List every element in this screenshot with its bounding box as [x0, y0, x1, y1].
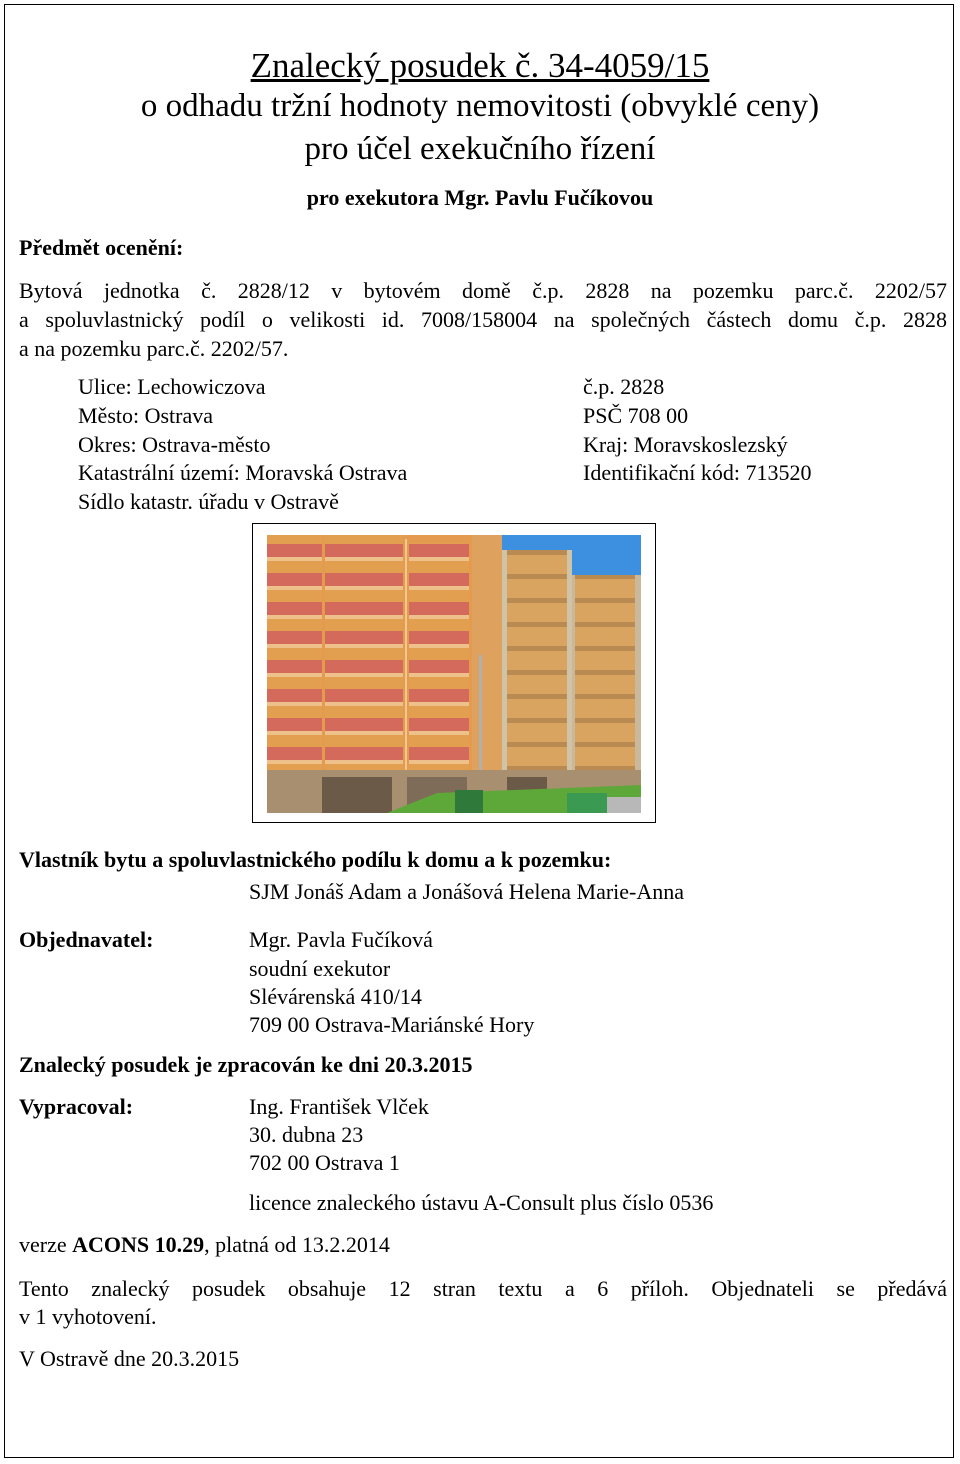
- subject-line-2: a spoluvlastnický podíl o velikosti id. 7008/158004 na společných částech domu č.p. 2828: [19, 307, 947, 332]
- zip-field: PSČ 708 00: [583, 403, 689, 428]
- place-and-date: V Ostravě dne 20.3.2015: [19, 1346, 240, 1371]
- date-statement: Znalecký posudek je zpracován ke dni 20.3.2015: [19, 1052, 473, 1077]
- subject-line-1: Bytová jednotka č. 2828/12 v bytovém domě č.p. 2828 na pozemku parc.č. 2202/57: [19, 278, 947, 303]
- street-field: Ulice: Lechowiczova: [78, 374, 266, 399]
- license-line: licence znaleckého ústavu A-Consult plus číslo 0536: [249, 1190, 714, 1215]
- document-subtitle: o odhadu tržní hodnoty nemovitosti (obvyklé ceny): [140, 88, 820, 124]
- client-city: 709 00 Ostrava-Mariánské Hory: [249, 1012, 535, 1037]
- client-label: Objednavatel:: [19, 927, 154, 952]
- cadastral-office-field: Sídlo katastr. úřadu v Ostravě: [78, 489, 339, 514]
- owner-heading: Vlastník bytu a spoluvlastnického podílu k domu a k pozemku:: [19, 847, 612, 872]
- contents-line-1: Tento znalecký posudek obsahuje 12 stran textu a 6 příloh. Objednateli se předává: [19, 1276, 947, 1301]
- document-title: Znalecký posudek č. 34-4059/15: [250, 46, 710, 85]
- author-label: Vypracoval:: [19, 1094, 134, 1119]
- client-name: Mgr. Pavla Fučíková: [249, 927, 433, 952]
- client-role: soudní exekutor: [249, 956, 391, 981]
- region-field: Kraj: Moravskoslezský: [583, 432, 788, 457]
- version-prefix: verze: [19, 1232, 73, 1257]
- id-code-field: Identifikační kód: 713520: [583, 460, 812, 485]
- author-city: 702 00 Ostrava 1: [249, 1150, 400, 1175]
- subject-line-3: a na pozemku parc.č. 2202/57.: [19, 336, 289, 361]
- author-street: 30. dubna 23: [249, 1122, 364, 1147]
- subject-heading: Předmět ocenění:: [19, 235, 184, 260]
- apartment-building-photo: [267, 535, 641, 813]
- house-number-field: č.p. 2828: [583, 374, 665, 399]
- software-version: ACONS 10.29: [72, 1232, 205, 1257]
- cadastre-field: Katastrální území: Moravská Ostrava: [78, 460, 408, 485]
- executor-line: pro exekutora Mgr. Pavlu Fučíkovou: [306, 185, 654, 210]
- version-validity: , platná od 13.2.2014: [204, 1232, 390, 1257]
- version-line: [19, 1232, 390, 1258]
- district-field: Okres: Ostrava-město: [78, 432, 271, 457]
- building-photo: [252, 523, 656, 823]
- contents-line-2: v 1 vyhotovení.: [19, 1304, 157, 1329]
- owner-name: SJM Jonáš Adam a Jonášová Helena Marie-Anna: [249, 879, 685, 904]
- client-street: Slévárenská 410/14: [249, 984, 422, 1009]
- city-field: Město: Ostrava: [78, 403, 214, 428]
- author-name: Ing. František Vlček: [249, 1094, 429, 1119]
- document-purpose: pro účel exekučního řízení: [304, 131, 656, 167]
